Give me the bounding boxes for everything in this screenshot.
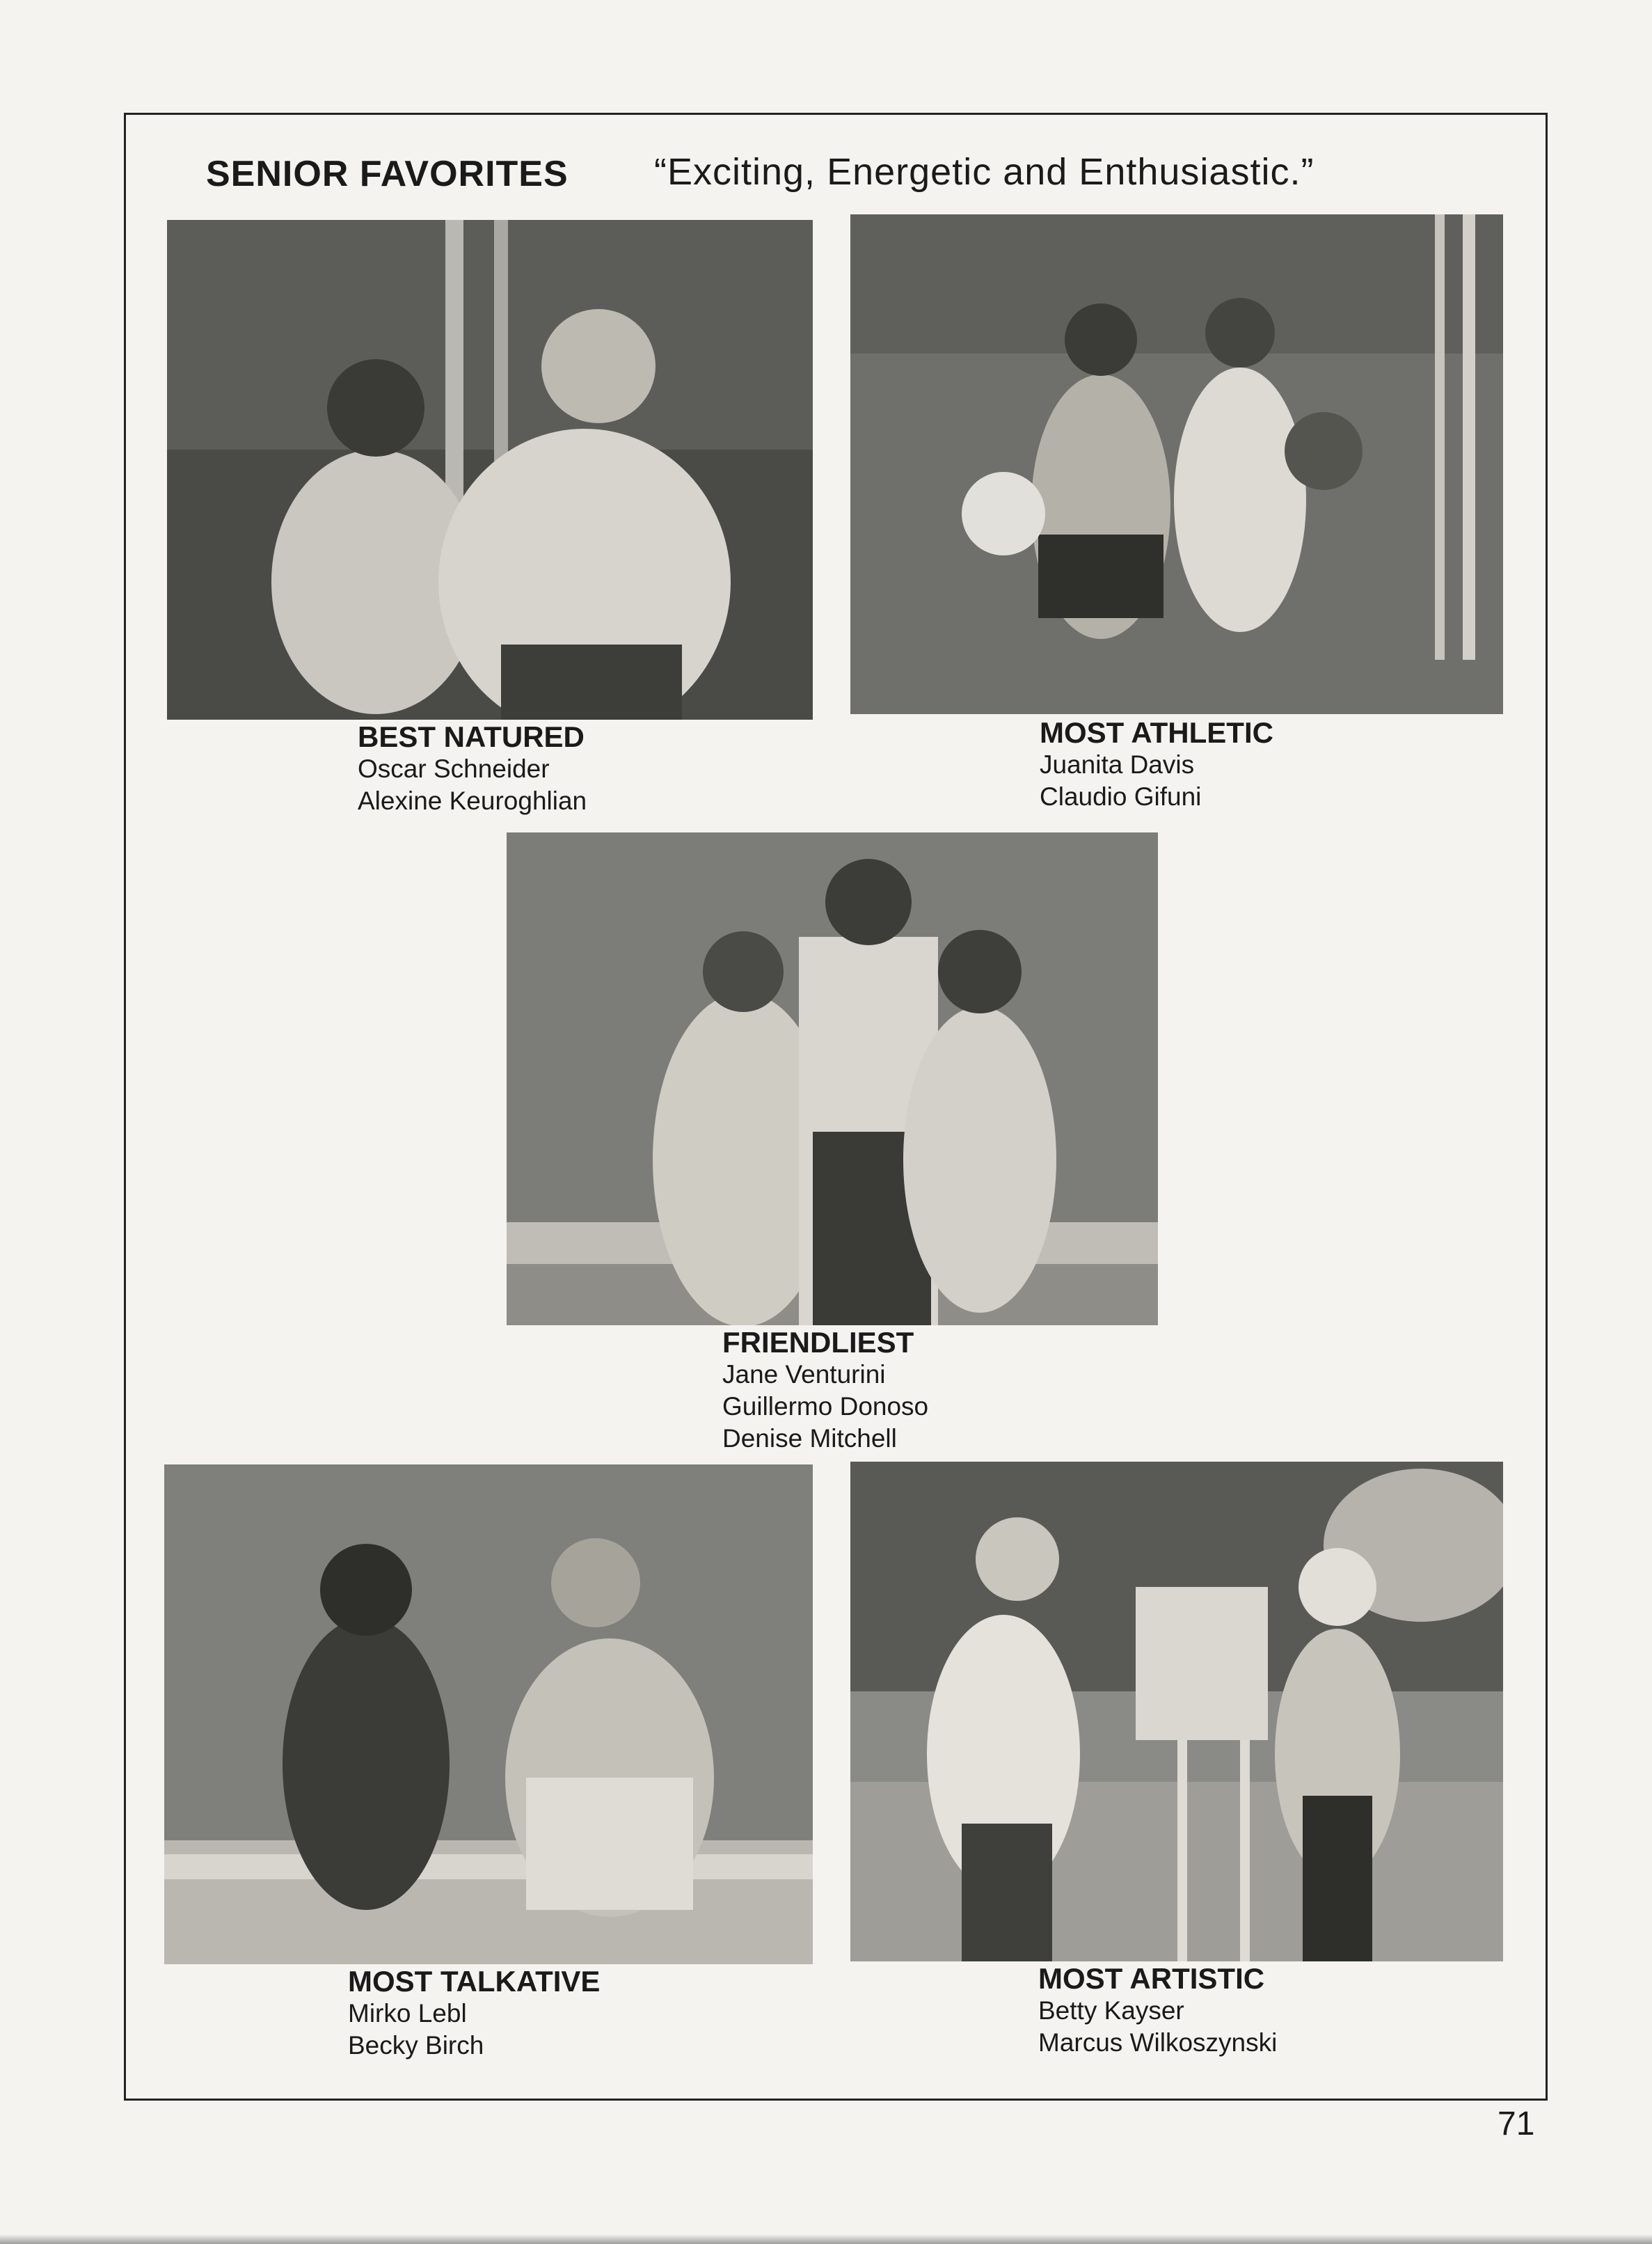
page-title: SENIOR FAVORITES: [206, 154, 569, 194]
photo-most-artistic: [850, 1462, 1503, 1961]
student-name: Juanita Davis: [1040, 750, 1195, 779]
award-title: FRIENDLIEST: [722, 1326, 914, 1359]
student-name: Betty Kayser: [1038, 1996, 1184, 2025]
student-name: Oscar Schneider: [358, 754, 550, 783]
photo-most-talkative: [164, 1464, 813, 1964]
photo-friendliest: [507, 832, 1158, 1325]
student-name: Becky Birch: [348, 2031, 484, 2060]
caption-most-artistic: [1038, 1963, 1277, 2059]
award-title: MOST TALKATIVE: [348, 1965, 601, 1998]
student-name: Claudio Gifuni: [1040, 782, 1202, 811]
student-name: Denise Mitchell: [722, 1424, 897, 1453]
caption-best-natured: [358, 721, 587, 817]
award-title: BEST NATURED: [358, 720, 585, 753]
photo-most-athletic: [850, 214, 1503, 714]
photo-best-natured: [167, 220, 813, 720]
page-number: 71: [1498, 2105, 1535, 2142]
scan-edge-shadow: [0, 2234, 1652, 2244]
caption-most-athletic: [1040, 717, 1273, 813]
student-name: Jane Venturini: [722, 1360, 886, 1389]
award-title: MOST ATHLETIC: [1040, 716, 1273, 749]
student-name: Mirko Lebl: [348, 1999, 467, 2028]
caption-most-talkative: [348, 1966, 600, 2062]
student-name: Marcus Wilkoszynski: [1038, 2028, 1278, 2057]
award-title: MOST ARTISTIC: [1038, 1962, 1265, 1995]
student-name: Guillermo Donoso: [722, 1392, 929, 1421]
student-name: Alexine Keuroghlian: [358, 787, 587, 815]
caption-friendliest: [722, 1327, 928, 1455]
page-tagline: “Exciting, Energetic and Enthusiastic.”: [654, 151, 1315, 193]
